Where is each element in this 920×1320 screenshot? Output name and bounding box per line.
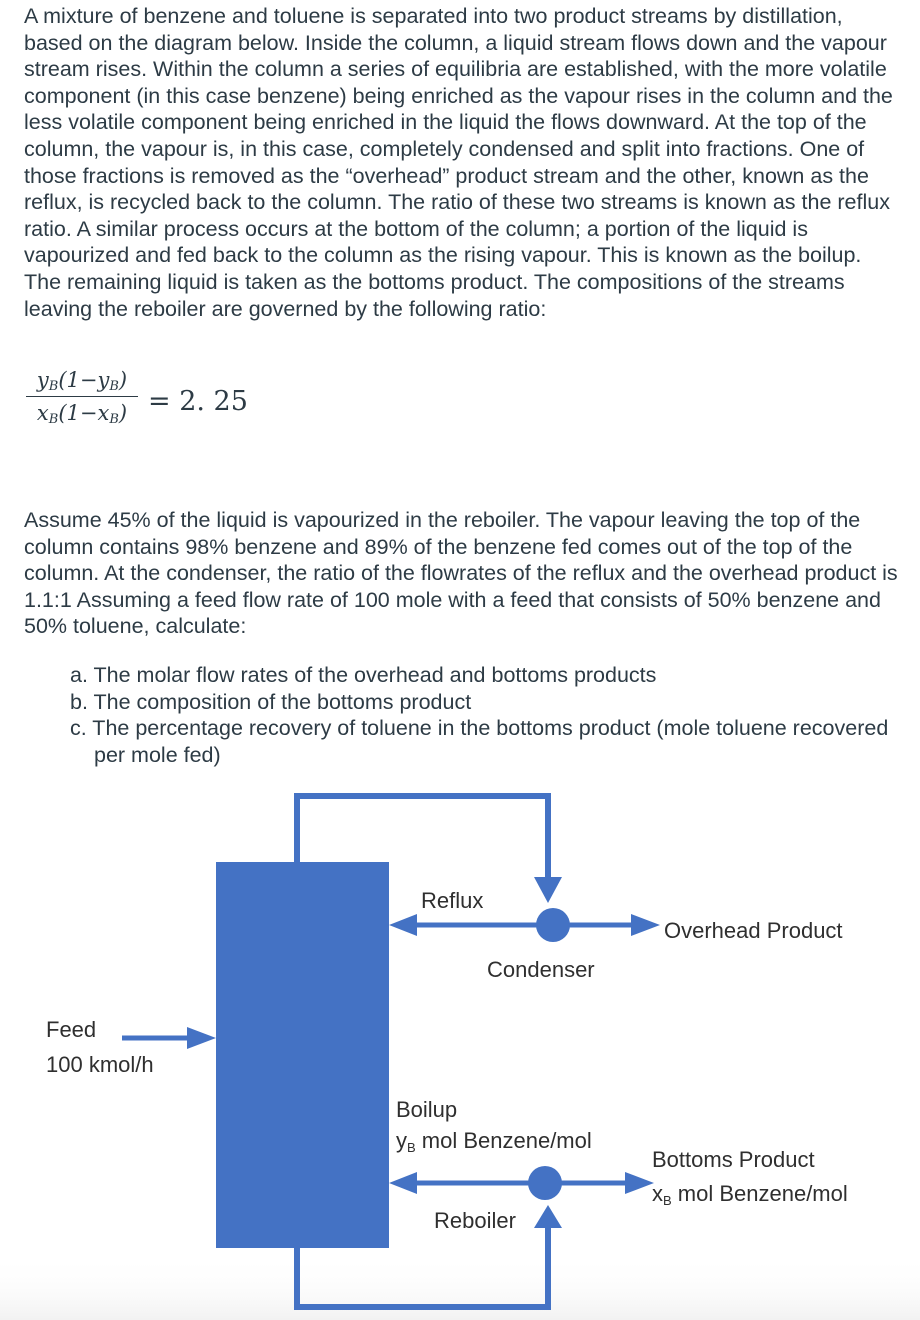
overhead-product-label: Overhead Product: [664, 918, 843, 943]
distillation-diagram: [0, 780, 920, 1320]
fraction-bar: [26, 396, 138, 397]
bottoms-arrowhead: [625, 1172, 654, 1194]
reboiler-inlet-arrowhead: [534, 1205, 562, 1228]
formula-fraction: [26, 366, 138, 427]
formula-numerator: $y_B(1-y_B)$: [36, 368, 128, 394]
formula-denominator: $x_B(1-x_B)$: [36, 401, 128, 427]
condenser-inlet-arrowhead: [534, 877, 562, 903]
boilup-composition-label: yB mol Benzene/mol: [396, 1128, 592, 1155]
formula-equals-value: = 2. 25: [148, 386, 248, 417]
distillation-column: [216, 862, 389, 1248]
condenser-node: [536, 908, 570, 942]
bottoms-product-label: Bottoms Product: [652, 1147, 815, 1172]
bottom-fade: [0, 1255, 920, 1320]
overhead-arrowhead: [631, 914, 660, 936]
intro-paragraph: A mixture of benzene and toluene is separated into two product streams by distillation, based on the diagram below. Inside the column, a liquid stream flows down and the vapour stream rises. Within the column a series of equilibria are established, with the more volatile component (in this case benzene) being enriched as the vapour rises in the column and the less volatile component being enriched in the liquid the flows downward. At the top of the column, the vapour is, in this case, completely condensed and split into fractions. One of those fractions is removed as the “overhead” product stream and the other, known as the reflux, is recycled back to the column. The ratio of these two streams is known as the reflux ratio. A similar process occurs at the bottom of the column; a portion of the liquid is vapourized and fed back to the column as the rising vapour. This is known as the boilup. The remaining liquid is taken as the bottoms product. The compositions of the streams leaving the reboiler are governed by the following ratio:: [24, 4, 893, 321]
reboiler-label: Reboiler: [434, 1208, 516, 1233]
boilup-arrowhead: [389, 1172, 417, 1194]
feed-rate-label: 100 kmol/h: [46, 1052, 154, 1077]
question-b: b. The composition of the bottoms product: [70, 689, 472, 714]
question-list: [70, 662, 890, 768]
feed-label: Feed: [46, 1017, 97, 1042]
question-a: a. The molar flow rates of the overhead and bottoms products: [70, 663, 657, 687]
assumption-paragraph: Assume 45% of the liquid is vapourized in the reboiler. The vapour leaving the top of the column contains 98% benzene and 89% of the benzene fed comes out of the top of the column. At the condenser, the ratio of the flowrates of the reflux and the overhead product is 1.1:1 Assuming a feed flow rate of 100 mole with a feed that consists of 50% benzene and 50% toluene, calculate:: [24, 508, 898, 639]
reflux-label: Reflux: [421, 888, 484, 913]
condenser-label: Condenser: [487, 957, 595, 982]
reflux-arrowhead: [389, 914, 417, 936]
bottoms-composition-label: xB mol Benzene/mol: [652, 1181, 848, 1208]
boilup-label: Boilup: [396, 1097, 458, 1122]
question-c: c. The percentage recovery of toluene in the bottoms product (mole toluene recovered per mole fed): [70, 716, 889, 767]
reboiler-node: [528, 1166, 562, 1200]
feed-arrowhead: [187, 1027, 216, 1049]
